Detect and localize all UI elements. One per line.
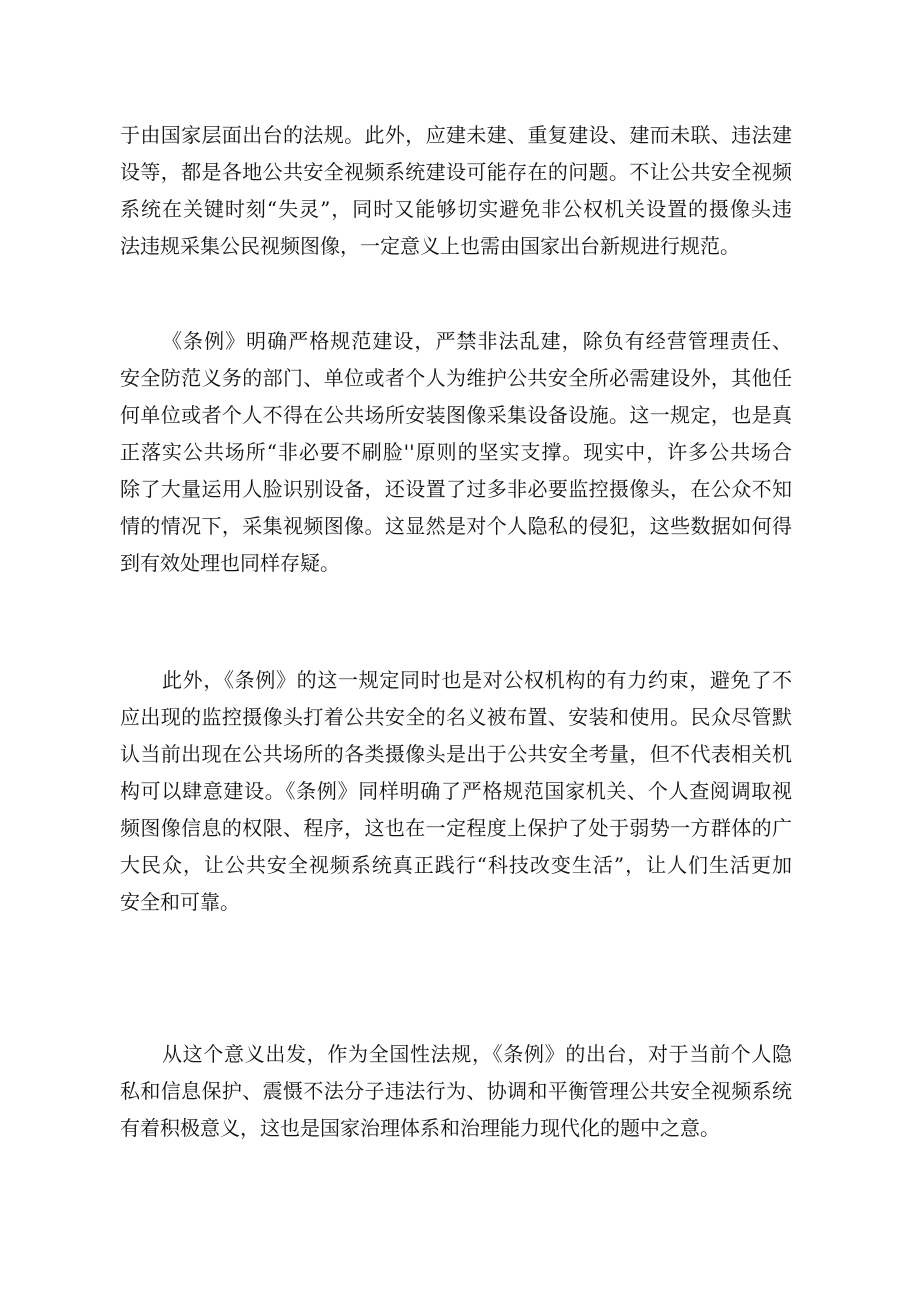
text-line: 法违规采集公民视频图像，一定意义上也需由国家出台新规进行规范。 (120, 234, 740, 258)
text-line: 《条例》明确严格规范建设，严禁非法乱建，除负有经营管理责任、 (162, 329, 792, 353)
text-line: 何单位或者个人不得在公共场所安装图像采集设备设施。这一规定，也是真 (120, 403, 792, 427)
text-line: 安全防范义务的部门、单位或者个人为维护公共安全所必需建设外，其他任 (120, 366, 792, 390)
text-line: 大民众，让公共安全视频系统真正践行“科技改变生活”，让人们生活更加 (120, 853, 792, 877)
text-line: 从这个意义出发，作为全国性法规，《条例》的出台，对于当前个人隐 (162, 1042, 792, 1066)
text-line: 有着积极意义，这也是国家治理体系和治理能力现代化的题中之意。 (120, 1116, 720, 1140)
paragraph-2 (120, 323, 792, 582)
text-line: 情的情况下，采集视频图像。这显然是对个人隐私的侵犯，这些数据如何得 (120, 514, 792, 538)
text-line: 除了大量运用人脸识别设备，还设置了过多非必要监控摄像头，在公众不知 (120, 477, 792, 501)
text-line: 正落实公共场所“非必要不刷脸''原则的坚实支撑。现实中，许多公共场合 (120, 440, 792, 464)
text-line: 构可以肆意建设。《条例》同样明确了严格规范国家机关、个人查阅调取视 (120, 779, 792, 803)
text-line: 于由国家层面出台的法规。此外，应建未建、重复建设、建而未联、违法建 (120, 123, 792, 147)
paragraph-4 (120, 1036, 792, 1147)
text-line: 到有效处理也同样存疑。 (120, 551, 340, 575)
paragraph-3 (120, 662, 792, 921)
text-line: 频图像信息的权限、程序，这也在一定程度上保护了处于弱势一方群体的广 (120, 816, 792, 840)
text-line: 设等，都是各地公共安全视频系统建设可能存在的问题。不让公共安全视频 (120, 160, 792, 184)
text-line: 应出现的监控摄像头打着公共安全的名义被布置、安装和使用。民众尽管默 (120, 705, 792, 729)
text-line: 私和信息保护、震慑不法分子违法行为、协调和平衡管理公共安全视频系统 (120, 1079, 792, 1103)
text-line: 此外，《条例》的这一规定同时也是对公权机构的有力约束，避免了不 (162, 668, 792, 692)
text-line: 安全和可靠。 (120, 890, 240, 914)
text-line: 认当前出现在公共场所的各类摄像头是出于公共安全考量，但不代表相关机 (120, 742, 792, 766)
text-line: 系统在关键时刻“失灵”，同时又能够切实避免非公权机关设置的摄像头违 (120, 197, 792, 221)
paragraph-1 (120, 117, 792, 265)
